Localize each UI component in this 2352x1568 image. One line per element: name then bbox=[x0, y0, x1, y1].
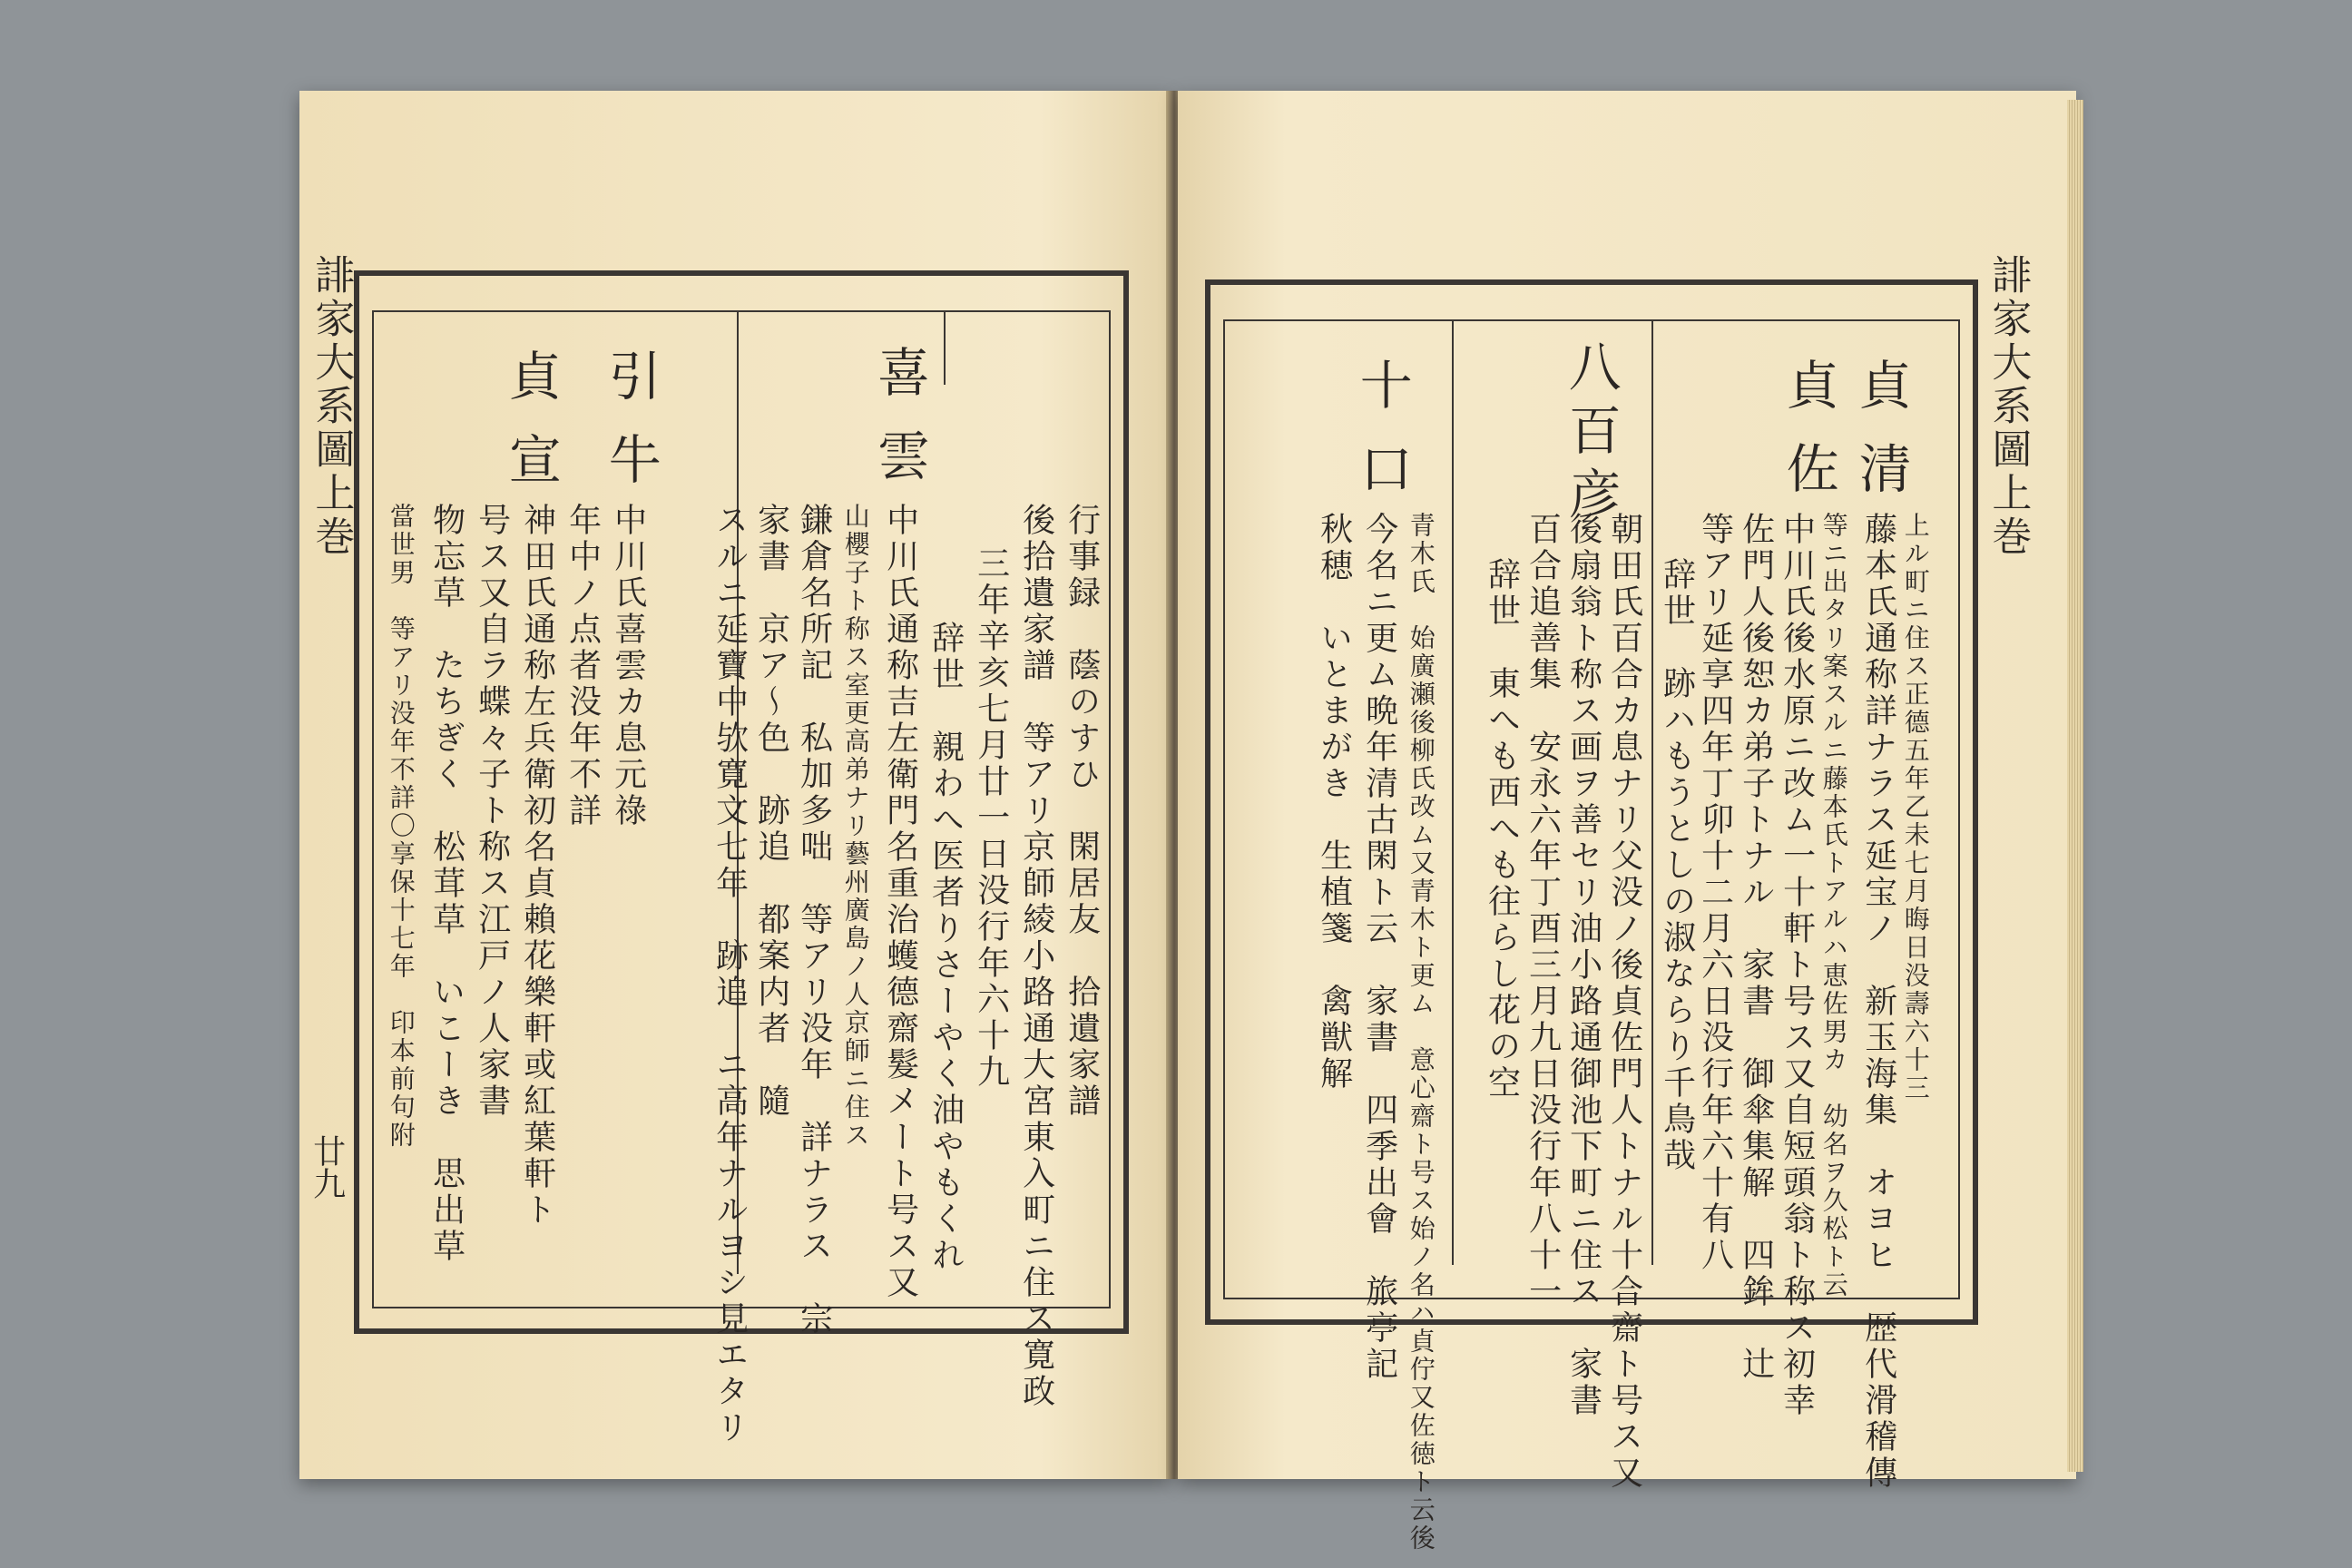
entry-line: 中川氏通称吉左衛門名重治蠖德齋髮メート号ス又 bbox=[881, 503, 919, 1301]
heading-teisa: 貞佐 bbox=[1777, 358, 1839, 524]
entry-line: 物忘草 たちぎく 松茸草 いこーき 思出草 bbox=[427, 503, 466, 1265]
entry-line: 号ス又自ラ蝶々子ト称ス江戸ノ人家書 bbox=[473, 503, 511, 1120]
page-edges bbox=[2067, 100, 2083, 1472]
entry-line: 佐門人後恕カ弟子トナル 家書 御傘集解 四鉾 辻 bbox=[1737, 512, 1775, 1383]
left-folio: 廿九 bbox=[308, 1134, 346, 1200]
entry-line: スルニ延寶中欤寛文七年 跡追 ニ高年ナルヨシ見エタリ bbox=[710, 503, 749, 1446]
entry-line: 山櫻子ト称ス室更高弟ナリ藝州廣島ノ人京師ニ住ス bbox=[840, 503, 871, 1150]
entry-line: 中川氏喜雲カ息元祿 bbox=[609, 503, 647, 829]
heading-yaohiko: 八百彦 bbox=[1559, 339, 1622, 530]
heading-teisei: 貞清 bbox=[1849, 358, 1912, 524]
heading-jikko: 十口 bbox=[1350, 358, 1413, 524]
entry-line: 家書 京ア～色 跡追 都案内者 隨 bbox=[752, 503, 790, 1120]
entry-line: 上ル町ニ住ス正德五年乙未七月晦日没壽六十三 bbox=[1900, 512, 1931, 1102]
divider bbox=[1651, 321, 1653, 1265]
heading-teisen: 貞宣 bbox=[499, 348, 562, 515]
entry-line: 神田氏通称左兵衛初名貞賴花樂軒或紅葉軒ト bbox=[518, 503, 556, 1229]
heading-ingyu: 引牛 bbox=[599, 348, 662, 515]
entry-line: 朝田氏百合カ息ナリ父没ノ後貞佐門人トナル十合齋ト号ス又 bbox=[1605, 512, 1643, 1492]
heading-kiun: 喜雲 bbox=[868, 345, 930, 512]
entry-line: 辞世 親わへ医者りさーやく油やもくれ bbox=[926, 621, 965, 1274]
entry-line: 秋穂 いとまがき 生植箋 禽獣解 bbox=[1315, 512, 1353, 1093]
entry-line: 中川氏後水原ニ改ム一十軒ト号ス又自短頭翁ト称ス初幸 bbox=[1778, 512, 1816, 1419]
entry-line: 辞世 跡ハもうとしの淑ならり千鳥哉 bbox=[1658, 557, 1696, 1174]
entry-line: 等ニ出タリ案スルニ藤本氏トアルハ恵佐男カ 幼名ヲ久松ト云 bbox=[1818, 512, 1849, 1299]
entry-line: 藤本氏通称詳ナラス延宝ノ 新玉海集 オヨヒ 歴代滑稽傳 bbox=[1859, 512, 1897, 1492]
entry-line: 辞世 東へも西へも往らし花の空 bbox=[1483, 557, 1521, 1102]
entry-line: 行事録 蔭のすひ 閑居友 拾遺家譜 bbox=[1063, 503, 1101, 1120]
entry-line: 百合追善集 安永六年丁酉三月九日没行年八十一 bbox=[1524, 512, 1562, 1310]
entry-line: 鎌倉名所記 私加多咄 等アリ没年 詳ナラス 宗 bbox=[795, 503, 833, 1338]
entry-line: 三年辛亥七月廿一日没行年六十九 bbox=[972, 546, 1010, 1091]
entry-line: 等アリ延享四年丁卯十二月六日没行年六十有八 bbox=[1696, 512, 1734, 1274]
right-text-frame bbox=[1205, 279, 1978, 1553]
entry-line: 今名ニ更ム晩年清古閑ト云 家書 四季出會 旅亭記 bbox=[1360, 512, 1398, 1383]
left-inner-border bbox=[372, 310, 1111, 1446]
right-inner-border bbox=[1223, 319, 1960, 1553]
open-book bbox=[299, 91, 2078, 1553]
entry-line: 年中ノ点者没年不詳 bbox=[564, 503, 602, 829]
right-margin-title: 誹家大系圖上巻 bbox=[1984, 254, 2032, 559]
left-margin-title: 誹家大系圖上巻 bbox=[308, 254, 355, 559]
divider bbox=[944, 312, 946, 385]
left-text-frame bbox=[354, 270, 1129, 1446]
divider bbox=[1452, 321, 1454, 1265]
entry-line: 青木氏 始廣瀬後柳氏改ム又青木ト更ム 意心齋ト号ス始ノ名ハ貞佇又佐徳ト云後 bbox=[1406, 512, 1436, 1553]
entry-line: 後扇翁ト称ス画ヲ善セリ油小路通御池下町ニ住ス 家書 bbox=[1564, 512, 1602, 1419]
entry-line: 當世男 等アリ没年不詳〇享保十七年 印本前句附 bbox=[386, 503, 416, 1150]
entry-line: 後拾遺家譜 等アリ京師綾小路通大宮東入町ニ住ス寛政 bbox=[1017, 503, 1055, 1410]
right-page bbox=[1178, 91, 2076, 1553]
left-page bbox=[299, 91, 1171, 1479]
